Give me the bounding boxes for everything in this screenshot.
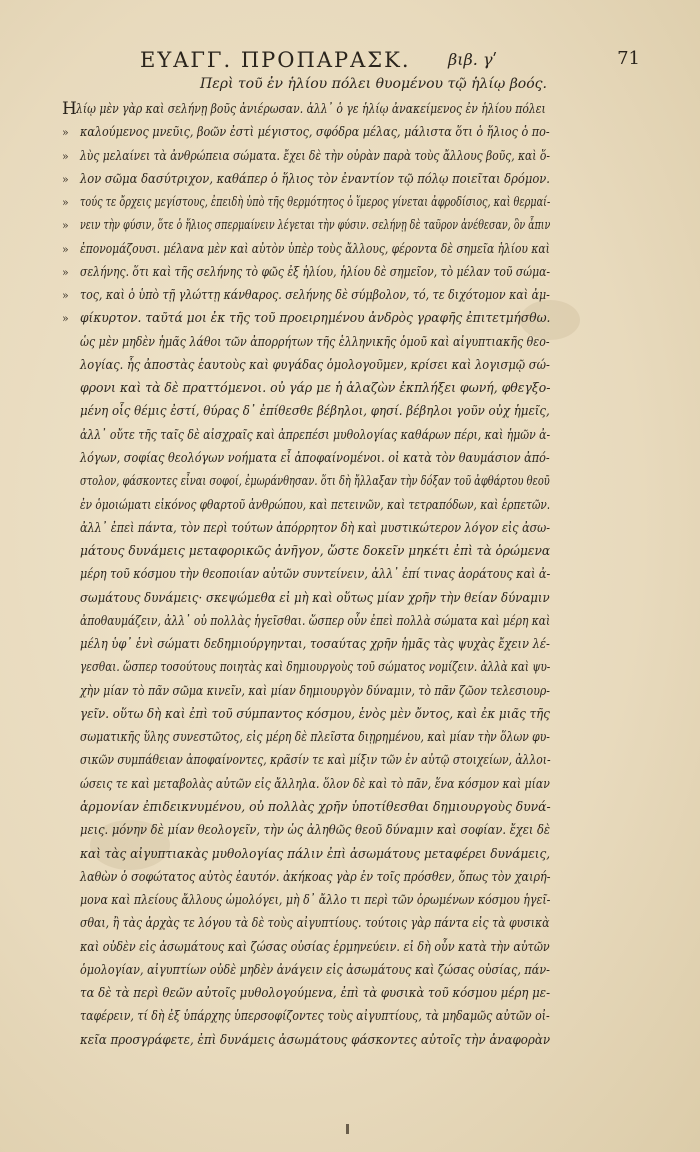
line-text: γεῖν. οὕτω δὴ καὶ ἐπὶ τοῦ σύμπαντος κόσμου, ἑνὸς μὲν ὄντος, καὶ ἐκ μιᾶς τῆς [80,706,550,722]
quotation-marker: » [62,196,69,210]
line-text: ὡς μὲν μηδὲν ἡμᾶς λάθοι τῶν ἀπορρήτων τῆς ἑλληνικῆς ὁμοῦ καὶ αἰγυπτιακῆς θεο- [80,334,550,350]
text-line [62,447,552,470]
text-line [62,400,552,423]
book-reference: βιβ. γʹ [448,50,497,69]
line-text: λὺς μελαίνει τὰ ἀνθρώπεια σώματα. ἔχει δὲ τὴν οὐρὰν παρὰ τοὺς ἄλλους βοῦς, καὶ ὅ- [80,148,550,164]
page-number: 71 [617,48,640,69]
text-line [62,354,552,377]
line-text: μάτους δυνάμεις μεταφορικῶς ἀνῆγον, ὥστε δοκεῖν μηκέτι ἐπὶ τὰ ὁρώμενα [80,544,551,560]
line-text: λαθὼν ὁ σοφώτατος αὐτὸς ἑαυτόν. ἀκήκοας γὰρ ἐν τοῖς πρόσθεν, ὅπως τὸν χαιρή- [80,869,551,885]
line-text: σικῶν συμπάθειαν ἀποφαίνοντες, κρᾶσίν τε καὶ μίξιν τῶν ἐν αὐτῷ στοιχείων, ἀλλοι- [80,753,551,769]
line-text: γεσθαι. ὥσπερ τοσούτους ποιητὰς καὶ δημιουργοὺς τοῦ σώματος νομίζειν. ἀλλὰ καὶ ψυ- [80,660,551,676]
quotation-marker: » [62,242,69,256]
text-line [62,238,552,261]
line-text: χὴν μίαν τὸ πᾶν σῶμα κινεῖν, καὶ μίαν δημιουργὸν δύναμιν, τὸ πᾶν ζῶον τελεσιουρ- [80,683,550,699]
section-heading: Περὶ τοῦ ἐν ἡλίου πόλει θυομένου τῷ ἡλίῳ βοός. [200,76,547,92]
line-text: ἀποθαυμάζειν, ἀλλ᾽ οὐ πολλὰς ἡγεῖσθαι. ὥσπερ οὖν ἐπεὶ πολλὰ σώματα καὶ μέρη καὶ [80,613,551,629]
text-line [62,1005,552,1028]
text-line [62,610,552,633]
body-text [62,98,552,1052]
quotation-marker: » [62,219,69,233]
quotation-marker: » [62,265,69,279]
text-line [62,726,552,749]
text-line [62,703,552,726]
text-line [62,633,552,656]
text-line [62,191,552,214]
line-text: φίκυρτον. ταῦτά μοι ἐκ τῆς τοῦ προειρημένου ἀνδρὸς γραφῆς ἐπιτετμήσθω. [80,311,551,327]
line-text: ταφέρειν, τί δὴ ἐξ ὑπάρχης ὑπερσοφίζοντες τοὺς αἰγυπτίους, τὰ μηδαμῶς αὐτῶν οἰ- [80,1009,550,1025]
text-line [62,773,552,796]
line-text: ὁμολογίαν, αἰγυπτίων οὐδὲ μηδὲν ἀνάγειν εἰς ἀσωμάτους καὶ ζώσας οὐσίας, πάν- [80,962,550,978]
text-line [62,540,552,563]
text-line [62,98,552,121]
signature-mark [346,1124,349,1134]
text-line [62,214,552,237]
line-text: ἀλλ᾽ ἐπεὶ πάντα, τὸν περὶ τούτων ἀπόρρητον δὴ καὶ μυστικώτερον λόγον εἰς ἀσω- [80,520,551,536]
text-line [62,517,552,540]
text-line [62,1029,552,1052]
text-line [62,494,552,517]
line-text: ώσεις τε καὶ μεταβολὰς αὐτῶν εἰς ἄλληλα. ὅλον δὲ καὶ τὸ πᾶν, ἕνα κόσμον καὶ μίαν [80,776,550,792]
line-text: σωμάτους δυνάμεις· σκεψώμεθα εἰ μὴ καὶ οὕτως μίαν χρῆν τὴν θείαν δύναμιν [80,590,550,606]
line-text: καὶ τὰς αἰγυπτιακὰς μυθολογίας πάλιν ἐπὶ ἀσωμάτους μεταφέρει δυνάμεις, [80,846,551,862]
page-header [140,48,640,78]
text-line [62,563,552,586]
text-line [62,843,552,866]
quotation-marker: » [62,149,69,163]
text-line [62,749,552,772]
text-line [62,377,552,400]
line-text: ἐν ὁμοιώματι εἰκόνος φθαρτοῦ ἀνθρώπου, καὶ πετεινῶν, καὶ τετραπόδων, καὶ ἑρπετῶν. [80,497,551,513]
text-line [62,936,552,959]
text-line [62,889,552,912]
line-text: λον σῶμα δασύτριχον, καθάπερ ὁ ἥλιος τὸν ἐναντίον τῷ πόλῳ ποιεῖται δρόμον. [80,171,550,187]
line-text: στολον, φάσκοντες εἶναι σοφοί, ἐμωράνθησαν. ὅτι δὴ ἤλλαξαν τὴν δόξαν τοῦ ἀφθάρτου θεοῦ [80,474,550,490]
text-line [62,982,552,1005]
quotation-marker: » [62,172,69,186]
text-line [62,866,552,889]
initial-letter: Η [62,99,77,119]
text-line [62,261,552,284]
line-text: τος, καὶ ὁ ὑπὸ τῇ γλώττῃ κάνθαρος. σελήνης δὲ σύμβολον, τό, τε διχότομον καὶ ἀμ- [80,288,550,304]
text-line [62,912,552,935]
text-line [62,145,552,168]
quotation-marker: » [62,312,69,326]
line-text: μέρη τοῦ κόσμου τὴν θεοποιίαν αὐτῶν συντείνειν, ἀλλ᾽ ἐπί τινας ἀοράτους καὶ ἀ- [80,567,551,583]
text-line [62,168,552,191]
text-line [62,121,552,144]
line-text: μονα καὶ πλείους ἄλλους ὡμολόγει, μὴ δ᾽ ἄλλο τι περὶ τῶν ὁρωμένων κόσμου ἡγεῖ- [80,893,551,909]
line-text: τα δὲ τὰ περὶ θεῶν αὐτοῖς μυθολογούμενα, ἐπὶ τὰ φυσικὰ τοῦ κόσμου μέρη με- [80,986,551,1002]
quotation-marker: » [62,289,69,303]
text-line [62,331,552,354]
line-text: σωματικῆς ὕλης συνεστῶτος, εἰς μέρη δὲ πλεῖστα διῃρημένου, καὶ μίαν τὴν ὅλων φυ- [80,730,550,746]
line-text: λόγων, σοφίας θεολόγων νοήματα εἶ ἀποφαίνομένοι. οἱ κατὰ τὸν θαυμάσιον ἀπό- [80,450,550,466]
line-text: ἐπονομάζουσι. μέλανα μὲν καὶ αὐτὸν ὑπὲρ τοὺς ἄλλους, φέροντα δὲ σημεῖα ἡλίου καὶ [80,241,550,257]
line-text: σθαι, ἢ τὰς ἀρχὰς τε λόγου τὰ δὲ τοὺς αἰγυπτίους. τούτοις γὰρ πάντα εἰς τὰ φυσικὰ [80,916,550,932]
text-line [62,470,552,493]
text-line [62,307,552,330]
text-line [62,796,552,819]
line-text: μέλη ὑφ᾽ ἑνὶ σώματι δεδημιούργηνται, τοσαύτας χρῆν ἡμᾶς τὰς ψυχὰς ἔχειν λέ- [80,637,550,653]
line-text: ἁρμονίαν ἐπιδεικνυμένου, οὐ πολλὰς χρῆν ὑποτίθεσθαι δημιουργοὺς δυνά- [80,799,551,815]
line-text: μεις. μόνην δὲ μίαν θεολογεῖν, τὴν ὡς ἀληθῶς θεοῦ δύναμιν καὶ σοφίαν. ἔχει δὲ [80,823,551,839]
text-line [62,587,552,610]
running-title: ΕΥΑΓΓ. ΠΡΟΠΑΡΑΣΚ. [140,48,411,72]
line-text: λίῳ μὲν γὰρ καὶ σελήνῃ βοῦς ἀνιέρωσαν. ἀλλ᾽ ὁ γε ἡλίῳ ἀνακείμενος ἐν ἡλίου πόλει [76,102,546,117]
line-text: νειν τὴν φύσιν, ὅτε ὁ ἥλιος σπερμαίνειν λέγεται τὴν φύσιν. σελήνῃ δὲ ταῦρον ἀνέθεσαν, ὃν ἆπιν [80,218,551,234]
text-line [62,424,552,447]
line-text: σελήνης. ὅτι καὶ τῆς σελήνης τὸ φῶς ἐξ ἡλίου, ἡλίου δὲ σημεῖον, τὸ μέλαν τοῦ σώμα- [80,264,551,280]
line-text: ἀλλ᾽ οὔτε τῆς ταῖς δὲ αἰσχραῖς καὶ ἀπρεπέσι μυθολογίας καθάρων πέρι, καὶ ἡμῶν ἀ- [80,427,551,443]
text-line [62,819,552,842]
line-text: λογίας. ἧς ἀποστὰς ἑαυτοὺς καὶ φυγάδας ὁμολογοῦμεν, κρίσει καὶ λογισμῷ σώ- [80,357,550,373]
quotation-marker: » [62,126,69,140]
text-line [62,656,552,679]
line-text: μένη οἷς θέμις ἐστί, θύρας δ᾽ ἐπίθεσθε βέβηλοι, φησί. βέβηλοι γοῦν οὐχ ἡμεῖς, [80,404,550,420]
line-text: καλούμενος μνεῦις, βοῶν ἐστὶ μέγιστος, σφόδρα μέλας, μάλιστα ὅτι ὁ ἥλιος ὁ πο- [80,125,550,141]
line-text: φρονι καὶ τὰ δὲ πραττόμενοι. οὐ γάρ με ἡ ἀλαζὼν ἐκπλήξει φωνή, φθεγξο- [80,381,551,397]
text-line [62,284,552,307]
line-text: καὶ οὐδὲν εἰς ἀσωμάτους καὶ ζώσας οὐσίας ἑρμηνεύειν. εἰ δὴ οὖν κατὰ τὴν αὐτῶν [80,939,550,955]
line-text: κεῖα προσγράφετε, ἐπὶ δυνάμεις ἀσωμάτους φάσκοντες αὐτοῖς τὴν ἀναφορὰν [80,1032,551,1048]
text-line [62,959,552,982]
text-line [62,680,552,703]
line-text: τούς τε ὄρχεις μεγίστους, ἐπειδὴ ὑπὸ τῆς θερμότητος ὁ ἵμερος γίνεται ἀφροδίσιος, καὶ θερμαί- [80,195,551,211]
